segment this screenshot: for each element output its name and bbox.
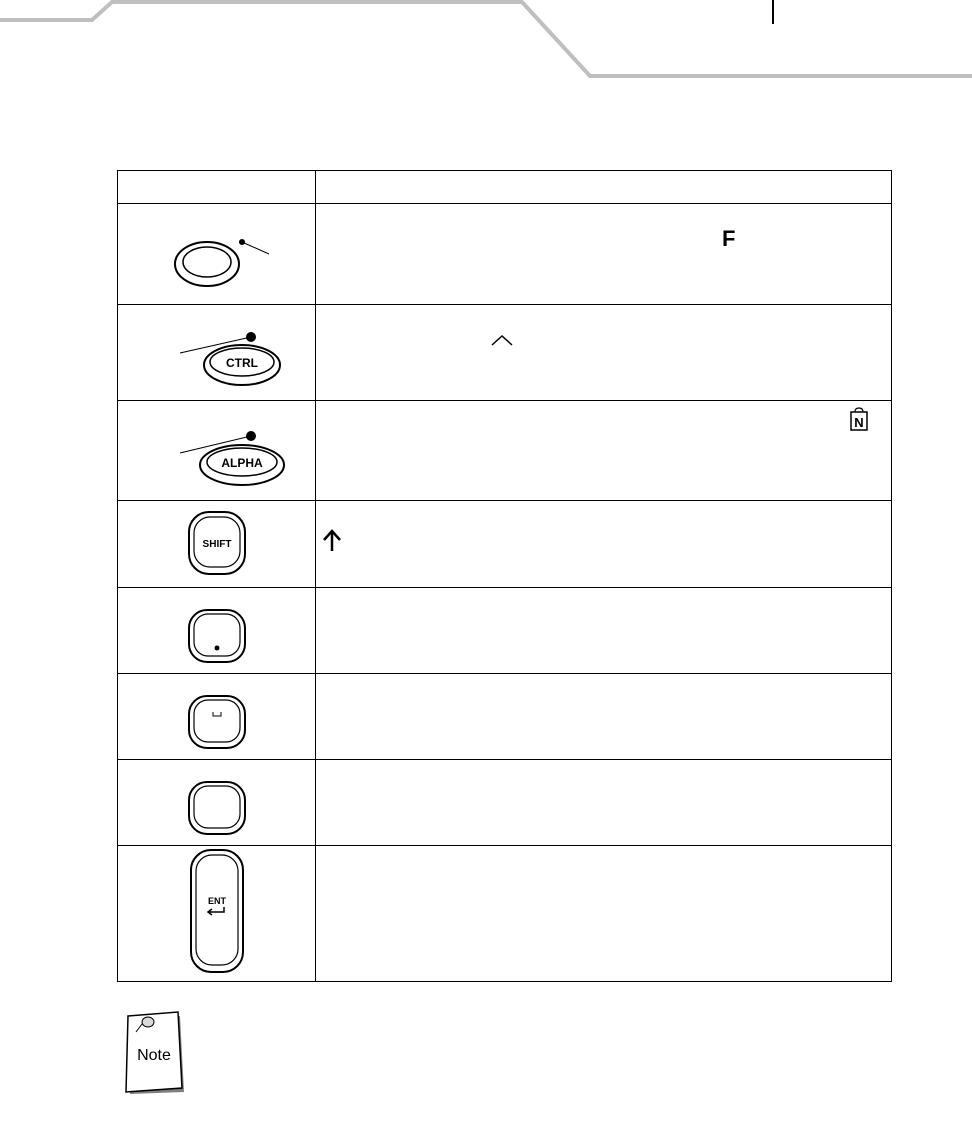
table-row	[118, 760, 892, 846]
alpha-key-label: ALPHA	[220, 456, 263, 470]
period-key-icon	[177, 588, 257, 668]
key-image-cell	[118, 204, 316, 305]
alpha-key-icon	[122, 403, 312, 493]
enter-key-icon	[177, 846, 257, 976]
table-row	[118, 204, 892, 305]
key-image-cell	[118, 501, 316, 588]
key-image-cell	[118, 846, 316, 982]
key-image-cell	[118, 305, 316, 401]
enter-key-label: ENT	[207, 896, 226, 906]
alpha-lock-icon	[850, 407, 868, 431]
table-header-description	[316, 171, 892, 204]
key-image-cell	[118, 760, 316, 846]
description-cell	[316, 305, 892, 401]
svg-text:N: N	[854, 415, 864, 430]
blank-key-icon	[177, 760, 257, 840]
key-image-cell	[118, 674, 316, 760]
shift-key-label: SHIFT	[202, 538, 231, 550]
shift-arrow-icon	[322, 529, 342, 553]
shift-key-icon	[177, 502, 257, 582]
note-icon	[118, 1008, 190, 1098]
function-f-icon: F	[722, 226, 736, 251]
caret-icon	[490, 333, 514, 347]
table-row	[118, 401, 892, 501]
table-row	[118, 674, 892, 760]
table-row	[118, 588, 892, 674]
page-header-band	[0, 0, 972, 90]
key-image-cell	[118, 588, 316, 674]
table-header-row	[118, 171, 892, 204]
table-row	[118, 846, 892, 982]
description-cell	[316, 588, 892, 674]
description-cell	[316, 501, 892, 588]
key-image-cell	[118, 401, 316, 501]
key-table	[117, 170, 892, 982]
note-label: Note	[137, 1047, 171, 1064]
description-cell	[316, 204, 892, 305]
description-cell	[316, 674, 892, 760]
table-row	[118, 305, 892, 401]
description-cell	[316, 760, 892, 846]
margin-rule	[772, 0, 774, 24]
table-header-key	[118, 171, 316, 204]
table-row	[118, 501, 892, 588]
ctrl-key-label: CTRL	[225, 356, 258, 370]
ctrl-key-icon	[122, 305, 312, 395]
function-key-icon	[137, 212, 297, 292]
space-key-icon	[177, 674, 257, 754]
description-cell	[316, 401, 892, 501]
description-cell	[316, 846, 892, 982]
